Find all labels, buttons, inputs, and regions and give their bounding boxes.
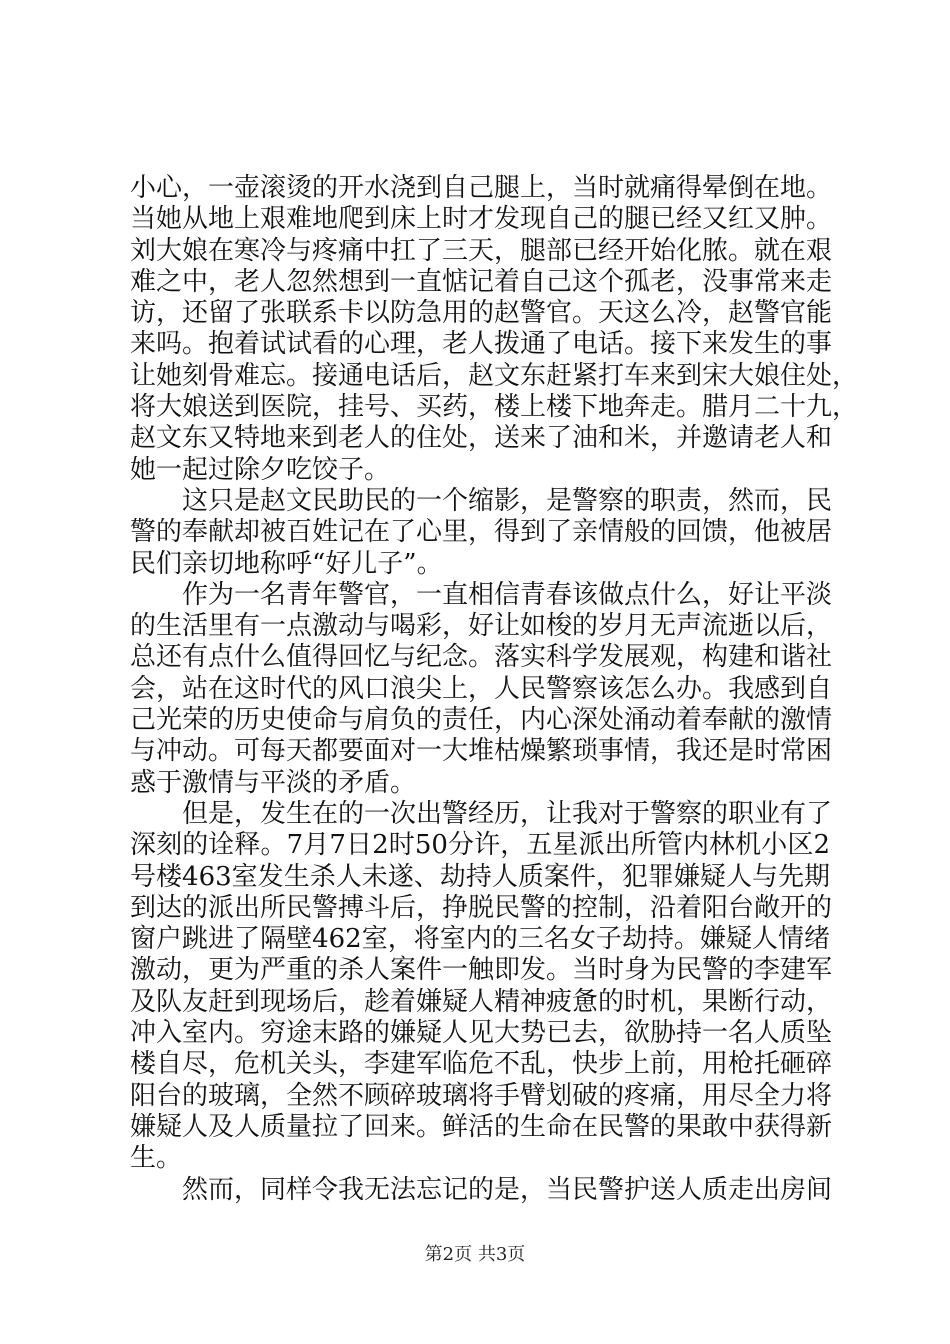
text-line: 警的奉献却被百姓记在了心里，得到了亲情般的回馈，他被居 — [130, 517, 833, 548]
text-line: 当她从地上艰难地爬到床上时才发现自己的腿已经又红又肿。 — [130, 204, 833, 235]
text-line: 生。 — [130, 1143, 183, 1174]
text-line: 小心，一壶滚烫的开水浇到自己腿上，当时就痛得晕倒在地。 — [130, 173, 833, 203]
text-line: 窗户跳进了隔壁462室，将室内的三名女子劫持。嫌疑人情绪 — [130, 924, 830, 955]
text-line: 激动，更为严重的杀人案件一触即发。当时身为民警的李建军 — [130, 955, 833, 986]
text-line: 作为一名青年警官，一直相信青春该做点什么，好让平淡 — [130, 579, 833, 610]
text-line: 与冲动。可每天都要面对一大堆枯燥繁琐事情，我还是时常困 — [130, 736, 833, 767]
text-line: 嫌疑人及人质量拉了回来。鲜活的生命在民警的果敢中获得新 — [130, 1111, 833, 1142]
text-line: 及队友赶到现场后，趁着嫌疑人精神疲惫的时机，果断行动， — [130, 986, 833, 1017]
text-line: 阳台的玻璃，全然不顾碎玻璃将手臂划破的疼痛，用尽全力将 — [130, 1080, 833, 1111]
text-line: 民们亲切地称呼“好儿子”。 — [130, 548, 443, 579]
page-footer: 第2页 共3页 — [424, 1244, 526, 1265]
text-line: 到达的派出所民警搏斗后，挣脱民警的控制，沿着阳台敞开的 — [130, 892, 833, 923]
text-line: 但是，发生在的一次出警经历，让我对于警察的职业有了 — [130, 798, 833, 829]
text-line: 号楼463室发生杀人未遂、劫持人质案件，犯罪嫌疑人与先期 — [130, 861, 830, 892]
text-line: 己光荣的历史使命与肩负的责任，内心深处涌动着奉献的激情 — [130, 705, 833, 736]
text-line: 她一起过除夕吃饺子。 — [130, 454, 391, 485]
text-line: 楼自尽，危机关头，李建军临危不乱，快步上前，用枪托砸碎 — [130, 1049, 833, 1080]
text-line: 总还有点什么值得回忆与纪念。落实科学发展观，构建和谐社 — [130, 642, 833, 673]
text-line: 难之中，老人忽然想到一直惦记着自己这个孤老，没事常来走 — [130, 266, 833, 297]
text-line: 将大娘送到医院，挂号、买药，楼上楼下地奔走。腊月二十九， — [130, 392, 859, 423]
text-line: 深刻的诠释。7月7日2时50分许，五星派出所管内林机小区2 — [130, 830, 830, 861]
text-line: 的生活里有一点激动与喝彩，好让如梭的岁月无声流逝以后， — [130, 611, 833, 642]
text-line: 冲入室内。穷途末路的嫌疑人见大势已去，欲胁持一名人质坠 — [130, 1018, 833, 1049]
document-body — [130, 173, 859, 1206]
text-line: 让她刻骨难忘。接通电话后，赵文东赶紧打车来到宋大娘住处， — [130, 360, 859, 391]
text-line: 这只是赵文民助民的一个缩影，是警察的职责，然而，民 — [130, 485, 833, 516]
text-line: 惑于激情与平淡的矛盾。 — [130, 767, 417, 798]
text-line: 然而，同样令我无法忘记的是，当民警护送人质走出房间 — [130, 1174, 833, 1205]
text-line: 会，站在这时代的风口浪尖上，人民警察该怎么办。我感到自 — [130, 673, 833, 704]
text-line: 来吗。抱着试试看的心理，老人拨通了电话。接下来发生的事 — [130, 329, 833, 360]
text-line: 刘大娘在寒冷与疼痛中扛了三天，腿部已经开始化脓。就在艰 — [130, 235, 833, 266]
text-line: 赵文东又特地来到老人的住处，送来了油和米，并邀请老人和 — [130, 423, 833, 454]
text-line: 访，还留了张联系卡以防急用的赵警官。天这么冷，赵警官能 — [130, 298, 833, 329]
